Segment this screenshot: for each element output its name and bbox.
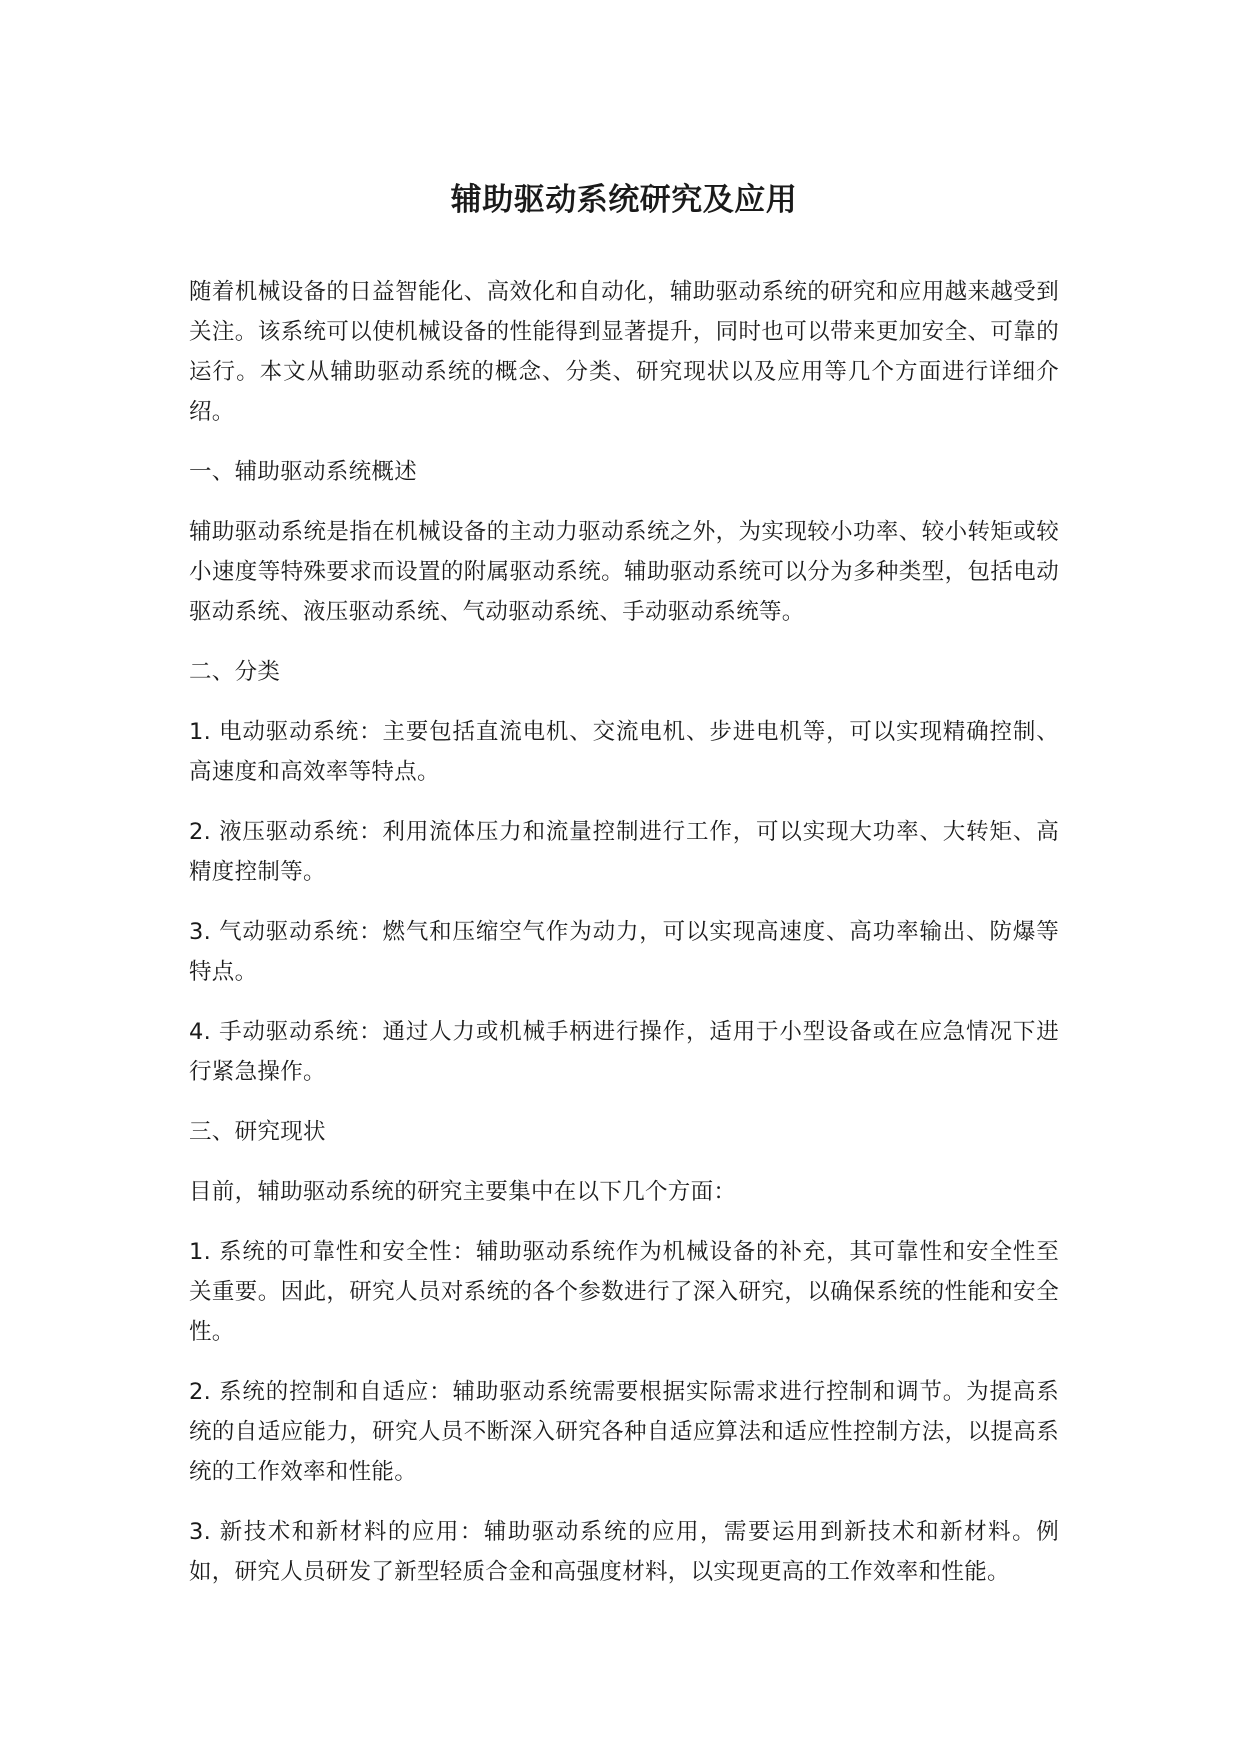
classification-item: 1. 电动驱动系统：主要包括直流电机、交流电机、步进电机等，可以实现精确控制、高速度和高效率等特点。 <box>189 719 1059 785</box>
section-heading-research-status: 三、研究现状 <box>189 1119 326 1145</box>
research-item: 2. 系统的控制和自适应：辅助驱动系统需要根据实际需求进行控制和调节。为提高系统的自适应能力，研究人员不断深入研究各种自适应算法和适应性控制方法，以提高系统的工作效率和性能。 <box>189 1379 1059 1485</box>
section-heading-overview: 一、辅助驱动系统概述 <box>189 459 418 485</box>
classification-item: 4. 手动驱动系统：通过人力或机械手柄进行操作，适用于小型设备或在应急情况下进行紧急操作。 <box>189 1019 1059 1085</box>
overview-paragraph: 辅助驱动系统是指在机械设备的主动力驱动系统之外，为实现较小功率、较小转矩或较小速度等特殊要求而设置的附属驱动系统。辅助驱动系统可以分为多种类型，包括电动驱动系统、液压驱动系统、气动驱动系统、手动驱动系统等。 <box>189 519 1059 625</box>
section-heading-classification: 二、分类 <box>189 659 281 685</box>
research-item: 1. 系统的可靠性和安全性：辅助驱动系统作为机械设备的补充，其可靠性和安全性至关重要。因此，研究人员对系统的各个参数进行了深入研究，以确保系统的性能和安全性。 <box>189 1239 1059 1345</box>
document-page <box>189 170 1059 1612</box>
research-item: 3. 新技术和新材料的应用：辅助驱动系统的应用，需要运用到新技术和新材料。例如，研究人员研发了新型轻质合金和高强度材料，以实现更高的工作效率和性能。 <box>189 1519 1059 1585</box>
classification-item: 2. 液压驱动系统：利用流体压力和流量控制进行工作，可以实现大功率、大转矩、高精度控制等。 <box>189 819 1059 885</box>
intro-paragraph: 随着机械设备的日益智能化、高效化和自动化，辅助驱动系统的研究和应用越来越受到关注。该系统可以使机械设备的性能得到显著提升，同时也可以带来更加安全、可靠的运行。本文从辅助驱动系统的概念、分类、研究现状以及应用等几个方面进行详细介绍。 <box>189 279 1059 425</box>
research-lead-paragraph: 目前，辅助驱动系统的研究主要集中在以下几个方面： <box>189 1179 737 1205</box>
document-title: 辅助驱动系统研究及应用 <box>450 182 798 218</box>
classification-item: 3. 气动驱动系统：燃气和压缩空气作为动力，可以实现高速度、高功率输出、防爆等特点。 <box>189 919 1059 985</box>
